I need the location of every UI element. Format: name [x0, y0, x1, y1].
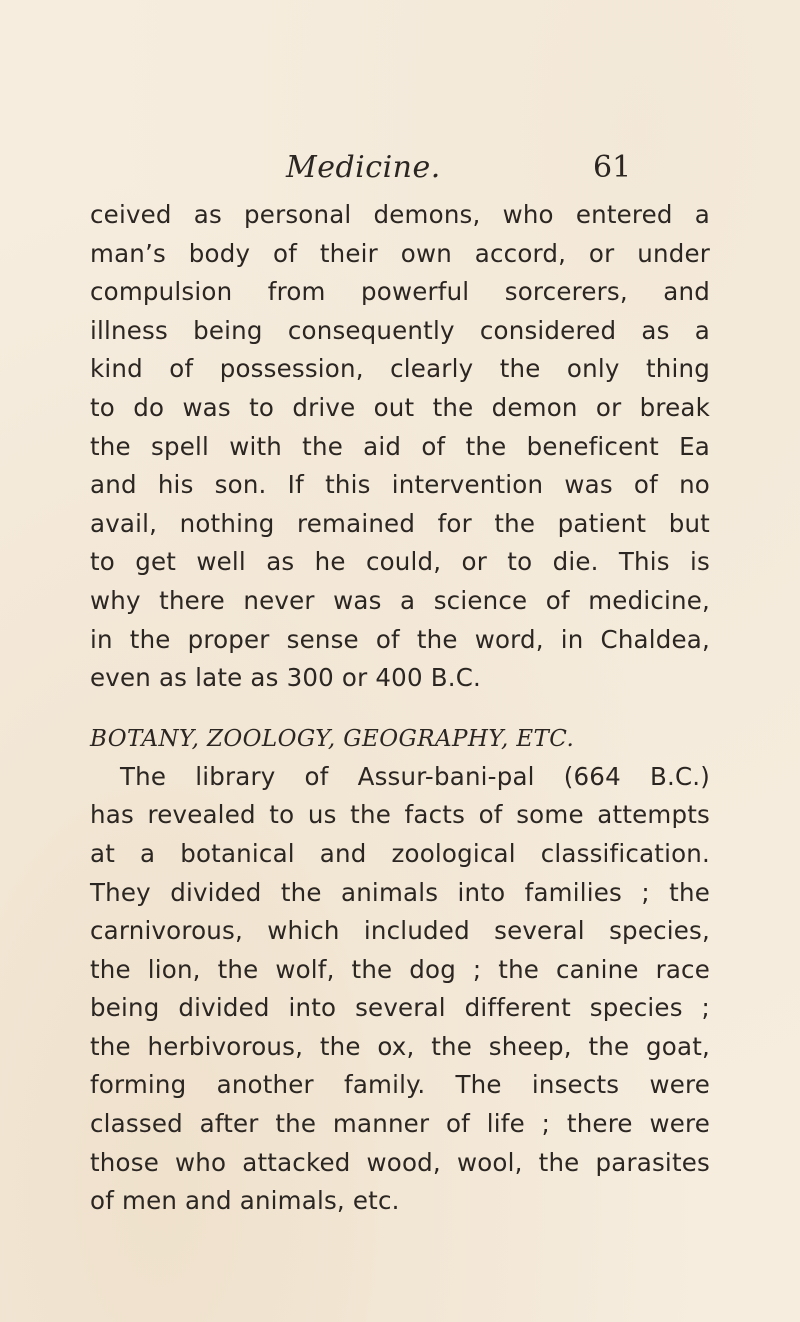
text-line: They divided the animals into families ; the [90, 877, 710, 907]
text-line: those who attacked wood, wool, the parasites [90, 1147, 710, 1177]
text-line: compulsion from powerful sorcerers, and [90, 277, 710, 307]
page-number: 61 [593, 150, 632, 185]
text-line: has revealed to us the facts of some attempts [90, 800, 710, 830]
text-line: The library of Assur-bani-pal (664 B.C.) [120, 761, 710, 791]
text-line: and his son. If this intervention was of no [90, 470, 710, 500]
text-line: being divided into several different species ; [90, 993, 710, 1023]
text-line: classed after the manner of life ; there were [90, 1109, 710, 1139]
text-line: carnivorous, which included several species, [90, 916, 710, 946]
text-line: to get well as he could, or to die. This is [90, 547, 710, 577]
text-line: to do was to drive out the demon or break [90, 392, 710, 422]
text-line: ceived as personal demons, who entered a [90, 200, 710, 229]
body-text [90, 196, 710, 1221]
text-line: illness being consequently considered as a [90, 315, 710, 345]
text-line: man’s body of their own accord, or under [90, 238, 710, 268]
running-head [0, 150, 800, 190]
text-line: at a botanical and zoological classification. [90, 838, 710, 868]
text-line: the lion, the wolf, the dog ; the canine race [90, 954, 710, 984]
text-line: in the proper sense of the word, in Chaldea, [90, 624, 710, 654]
text-line: forming another family. The insects were [90, 1070, 710, 1100]
text-line: even as late as 300 or 400 B.C. [90, 663, 482, 693]
section-heading: BOTANY, ZOOLOGY, GEOGRAPHY, ETC. [90, 725, 575, 752]
text-line: of men and animals, etc. [90, 1186, 400, 1216]
paragraph-botany-zoology [90, 758, 710, 1221]
text-line: why there never was a science of medicine, [90, 585, 710, 615]
running-title: Medicine. [286, 150, 441, 185]
text-line: avail, nothing remained for the patient but [90, 508, 710, 538]
text-line: the herbivorous, the ox, the sheep, the goat, [90, 1031, 710, 1061]
paragraph-medicine [90, 196, 710, 698]
text-line: kind of possession, clearly the only thing [90, 354, 710, 384]
text-line: the spell with the aid of the beneficent Ea [90, 431, 710, 461]
